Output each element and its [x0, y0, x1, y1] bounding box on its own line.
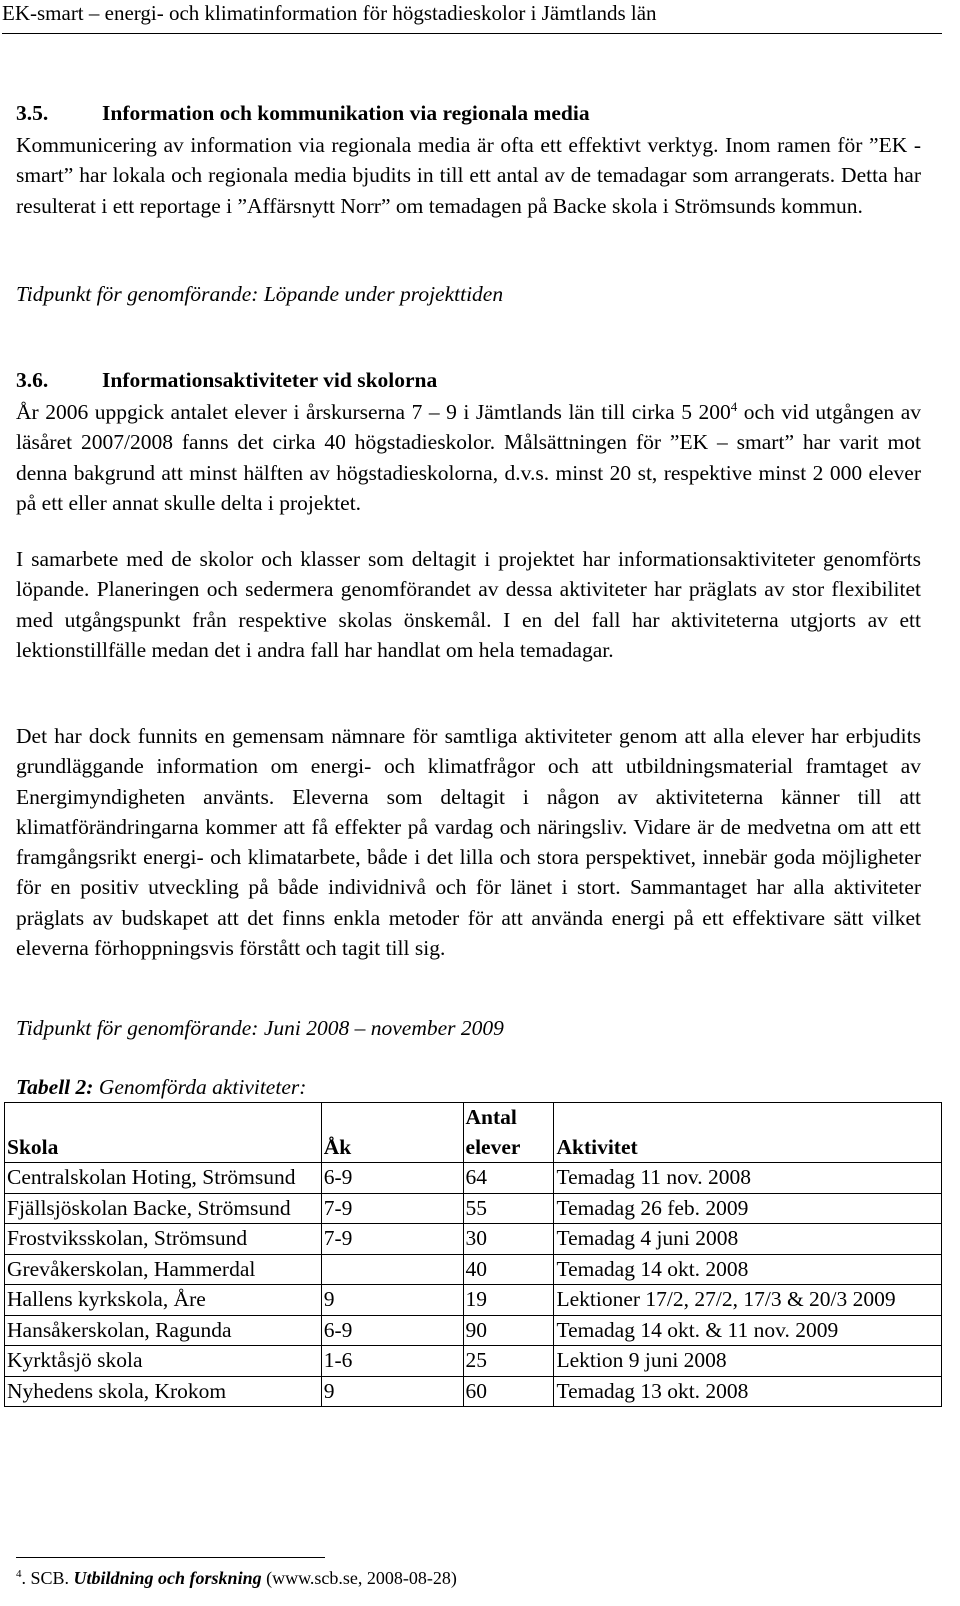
cell-students: 30	[463, 1224, 554, 1255]
table-caption-text: Genomförda aktiviteter:	[93, 1075, 307, 1099]
cell-school: Kyrktåsjö skola	[5, 1346, 322, 1377]
table-row	[5, 1224, 942, 1255]
activities-table	[4, 1102, 942, 1407]
table-row	[5, 1285, 942, 1316]
paragraph-text: År 2006 uppgick antalet elever i årskurserna 7 – 9 i Jämtlands län till cirka 5 200	[16, 400, 731, 424]
section-3-6-paragraph-2: I samarbete med de skolor och klasser som deltagit i projektet har informationsaktiviteter genomförts löpande. Planeringen och sedermera genomförandet av dessa aktiviteter har präglats av stor flexibilitet med utgångspunkt från respektive skolas önskemål. I en del fall har aktiviteterna utgjorts av ett lektionstillfälle medan det i andra fall har handlat om hela temadagar.	[16, 547, 921, 662]
table-row	[5, 1346, 942, 1377]
cell-grade: 1-6	[321, 1346, 463, 1377]
cell-grade	[321, 1254, 463, 1285]
table-row	[5, 1376, 942, 1407]
cell-school: Hansåkerskolan, Ragunda	[5, 1315, 322, 1346]
cell-school: Grevåkerskolan, Hammerdal	[5, 1254, 322, 1285]
cell-activity: Temadag 11 nov. 2008	[554, 1163, 942, 1194]
document-title: EK-smart – energi- och klimatinformation för högstadieskolor i Jämtlands län	[2, 1, 657, 25]
header-grade: Åk	[321, 1103, 463, 1163]
cell-activity: Temadag 14 okt. 2008	[554, 1254, 942, 1285]
header-students: Antal elever	[463, 1103, 554, 1163]
section-3-6-paragraph-1	[16, 397, 921, 518]
table-header-row	[5, 1103, 942, 1163]
cell-grade: 6-9	[321, 1315, 463, 1346]
header-activity: Aktivitet	[554, 1103, 942, 1163]
table-row	[5, 1254, 942, 1285]
footnote-prefix: . SCB.	[21, 1568, 74, 1588]
cell-activity: Temadag 14 okt. & 11 nov. 2009	[554, 1315, 942, 1346]
section-3-6-paragraph-3: Det har dock funnits en gemensam nämnare för samtliga aktiviteter genom att alla elever har erbjudits grundläggande information om energi- och klimatfrågor och att utbildningsmaterial framtaget av Energimyndigheten använts. Eleverna som deltagit i någon av aktiviteterna känner till att klimatförändringarna kommer att få effekter på vardag och näringsliv. Vidare är de medvetna om att ett framgångsrikt energi- och klimatarbete, både i det lilla och stora perspektivet, innebär goda möjligheter för en positiv utveckling på både individnivå och för länet i stort. Sammantaget har alla aktiviteter präglats av budskapet att det finns enkla metoder för att använda energi på ett effektivare sätt vilket eleverna förhoppningsvis förstått och tagit till sig.	[16, 724, 921, 961]
header-divider	[2, 33, 942, 34]
footnote-reference: 4	[730, 398, 738, 414]
cell-activity: Temadag 26 feb. 2009	[554, 1193, 942, 1224]
cell-students: 40	[463, 1254, 554, 1285]
footnote-divider	[16, 1557, 325, 1558]
cell-grade: 9	[321, 1285, 463, 1316]
section-heading-3-6	[16, 368, 437, 393]
cell-school: Hallens kyrkskola, Åre	[5, 1285, 322, 1316]
table-caption	[16, 1075, 306, 1100]
footnote-suffix: (www.scb.se, 2008-08-28)	[261, 1568, 457, 1588]
section-title: Informationsaktiviteter vid skolorna	[102, 368, 438, 392]
footnote-title: Utbildning och forskning	[73, 1568, 262, 1588]
cell-activity: Lektion 9 juni 2008	[554, 1346, 942, 1377]
section-3-5-body: Kommunicering av information via regionala media är ofta ett effektivt verktyg. Inom ramen för ”EK - smart” har lokala och regionala media bjudits in till ett antal av de temadagar som arrangerats. Detta har resulterat i ett reportage i ”Affärsnytt Norr” om temadagen på Backe skola i Strömsunds kommun.	[16, 133, 921, 218]
cell-school: Fjällsjöskolan Backe, Strömsund	[5, 1193, 322, 1224]
cell-students: 55	[463, 1193, 554, 1224]
running-header	[2, 0, 942, 38]
cell-students: 25	[463, 1346, 554, 1377]
footnote	[16, 1568, 457, 1589]
cell-activity: Temadag 4 juni 2008	[554, 1224, 942, 1255]
cell-activity: Temadag 13 okt. 2008	[554, 1376, 942, 1407]
table-caption-label: Tabell 2:	[16, 1075, 94, 1099]
cell-students: 90	[463, 1315, 554, 1346]
cell-grade: 9	[321, 1376, 463, 1407]
table-row	[5, 1315, 942, 1346]
table-row	[5, 1193, 942, 1224]
section-heading-3-5	[16, 101, 590, 126]
paragraph-text: och vid utgången av läsåret 2007/2008 fanns det cirka 40 högstadieskolor. Målsättningen för ”EK – smart” har varit mot denna bakgrund att minst hälften av högstadieskolorna, d.v.s. minst 20 st, respektive minst 2 000 elever på ett eller annat skulle delta i projektet.	[16, 400, 921, 515]
cell-grade: 6-9	[321, 1163, 463, 1194]
cell-students: 60	[463, 1376, 554, 1407]
cell-grade: 7-9	[321, 1193, 463, 1224]
cell-grade: 7-9	[321, 1224, 463, 1255]
header-school: Skola	[5, 1103, 322, 1163]
cell-school: Nyhedens skola, Krokom	[5, 1376, 322, 1407]
cell-school: Centralskolan Hoting, Strömsund	[5, 1163, 322, 1194]
cell-students: 19	[463, 1285, 554, 1316]
cell-activity: Lektioner 17/2, 27/2, 17/3 & 20/3 2009	[554, 1285, 942, 1316]
section-number: 3.6.	[16, 368, 49, 392]
section-number: 3.5.	[16, 101, 49, 125]
section-3-6-timing: Tidpunkt för genomförande: Juni 2008 – november 2009	[16, 1016, 504, 1040]
cell-school: Frostviksskolan, Strömsund	[5, 1224, 322, 1255]
section-title: Information och kommunikation via regionala media	[102, 101, 590, 125]
table-row	[5, 1163, 942, 1194]
footnote-number: 4	[16, 1568, 22, 1580]
section-3-5-timing: Tidpunkt för genomförande: Löpande under projekttiden	[16, 282, 504, 306]
cell-students: 64	[463, 1163, 554, 1194]
